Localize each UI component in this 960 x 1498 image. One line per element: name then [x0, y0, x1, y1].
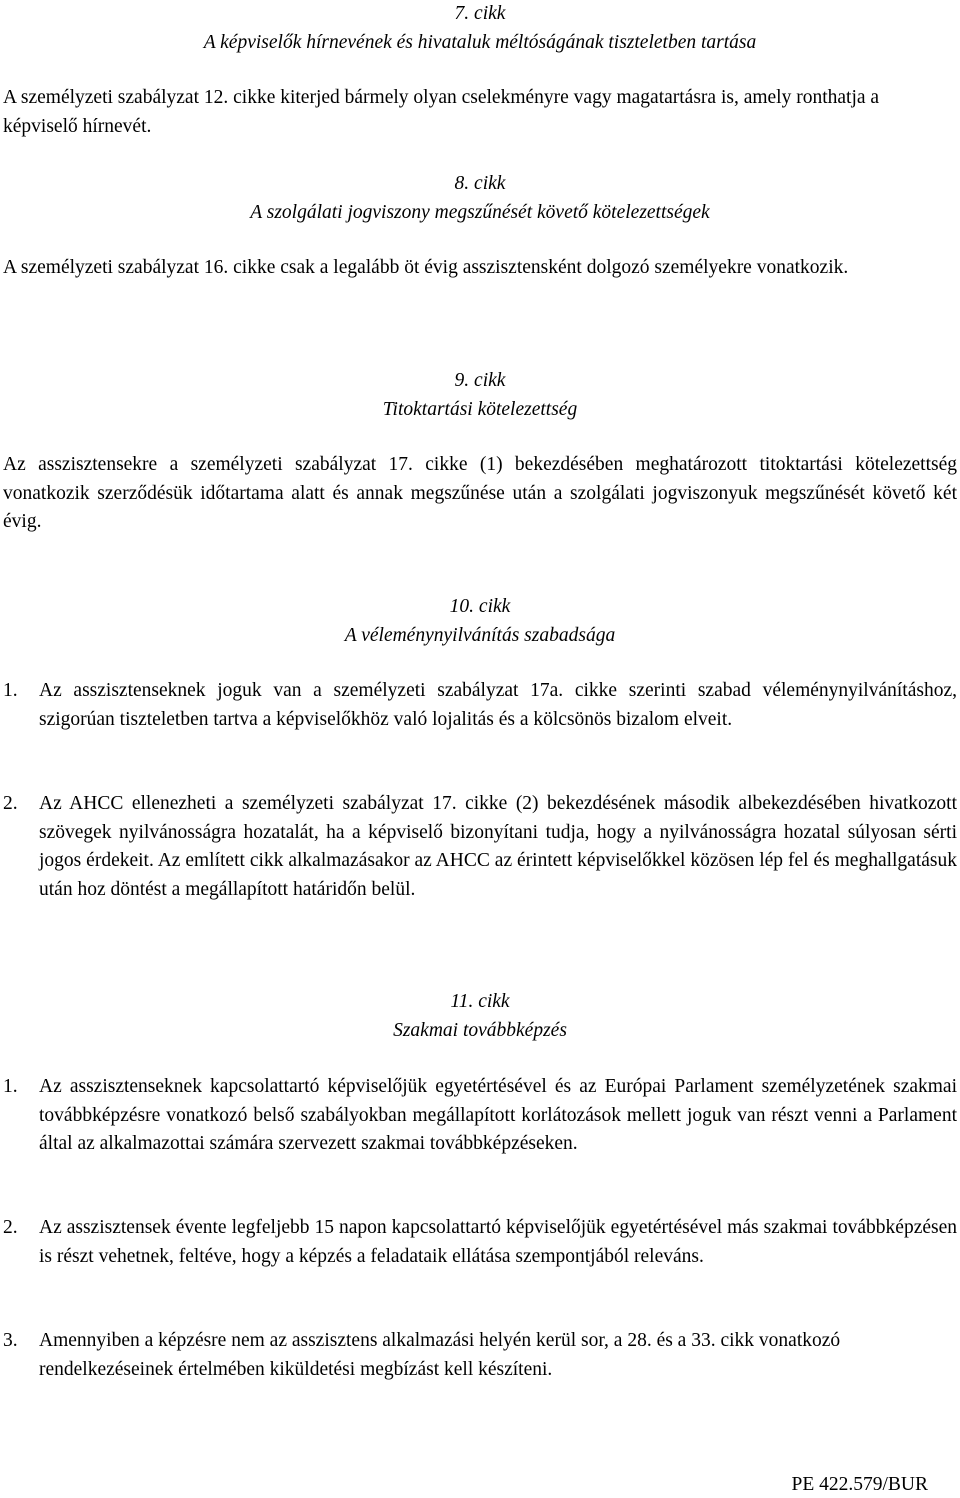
article-7-text: A személyzeti szabályzat 12. cikke kiterjed bármely olyan cselekményre vagy magatartásra is, amely ronthatja a képviselő hírnevét.	[3, 87, 880, 137]
article-7-number: 7. cikk	[454, 3, 506, 24]
article-11-item-2	[3, 1214, 957, 1271]
item-text: Az AHCC ellenezheti a személyzeti szabályzat 17. cikke (2) bekezdésének második albekezdésében hivatkozott szövegek nyilvánosságra hozatalát, ha a képviselő bizonyítani tudja, hogy a nyilvánosságra hozatal súlyosan sérti jogos érdekeit. Az említett cikk alkalmazásakor az AHCC az érintett képviselőkkel közösen lép fel és meghallgatásuk után hoz döntést a megállapított határidőn belül.	[39, 793, 957, 900]
article-11-item-1	[3, 1073, 957, 1159]
article-11-heading	[0, 988, 960, 1045]
article-8-number: 8. cikk	[454, 173, 506, 194]
article-11-number: 11. cikk	[450, 991, 510, 1012]
item-marker: 2.	[3, 1217, 18, 1238]
item-marker: 1.	[3, 1076, 18, 1097]
item-text: Az asszisztensek évente legfeljebb 15 napon kapcsolattartó képviselőjük egyetértésével más szakmai továbbképzésen is részt vehetnek, feltéve, hogy a képzés a feladataik ellátása szempontjából releváns.	[39, 1217, 957, 1267]
article-9-number: 9. cikk	[454, 370, 506, 391]
item-marker: 2.	[3, 793, 18, 814]
article-7-title: A képviselők hírnevének és hivataluk méltóságának tiszteletben tartása	[203, 31, 757, 53]
article-10-heading	[0, 593, 960, 650]
article-11-item-3	[3, 1327, 957, 1384]
article-7-heading	[0, 0, 960, 57]
item-text: Az asszisztenseknek joguk van a személyzeti szabályzat 17a. cikke szerinti szabad véleménynyilvánításhoz, szigorúan tiszteletben tartva a képviselőkhöz való lojalitás és a kölcsönös bizalom elveit.	[39, 680, 957, 730]
item-marker: 3.	[3, 1330, 18, 1351]
article-11-title: Szakmai továbbképzés	[393, 1019, 567, 1041]
article-10-title: A véleménynyilvánítás szabadsága	[344, 624, 616, 646]
item-marker: 1.	[3, 680, 18, 701]
article-10-number: 10. cikk	[449, 596, 511, 617]
article-8-text: A személyzeti szabályzat 16. cikke csak a legalább öt évig asszisztensként dolgozó személyekre vonatkozik.	[3, 257, 849, 278]
item-text: Az asszisztenseknek kapcsolattartó képviselőjük egyetértésével és az Európai Parlament személyzetének szakmai továbbképzésre vonatkozó belső szabályokban megállapított korlátozások mellett joguk van részt venni a Parlament által az alkalmazottai számára szervezett szakmai továbbképzéseken.	[39, 1076, 957, 1154]
article-9-heading	[0, 367, 960, 424]
document-reference: PE 422.579/BUR	[791, 1474, 928, 1495]
article-10-item-1	[3, 677, 957, 734]
article-8-heading	[0, 170, 960, 227]
article-9-title: Titoktartási kötelezettség	[382, 398, 578, 420]
article-8-title: A szolgálati jogviszony megszűnését követő kötelezettségek	[250, 201, 710, 223]
article-10-item-2	[3, 790, 957, 904]
item-text: Amennyiben a képzésre nem az asszisztens alkalmazási helyén kerül sor, a 28. és a 33. cikk vonatkozó rendelkezéseinek értelmében kiküldetési megbízást kell készíteni.	[39, 1330, 841, 1380]
article-9-text: Az asszisztensekre a személyzeti szabályzat 17. cikke (1) bekezdésében meghatározott titoktartási kötelezettség vonatkozik szerződésük időtartama alatt és annak megszűnése után a szolgálati jogviszonyuk megszűnését követő két évig.	[3, 454, 957, 532]
